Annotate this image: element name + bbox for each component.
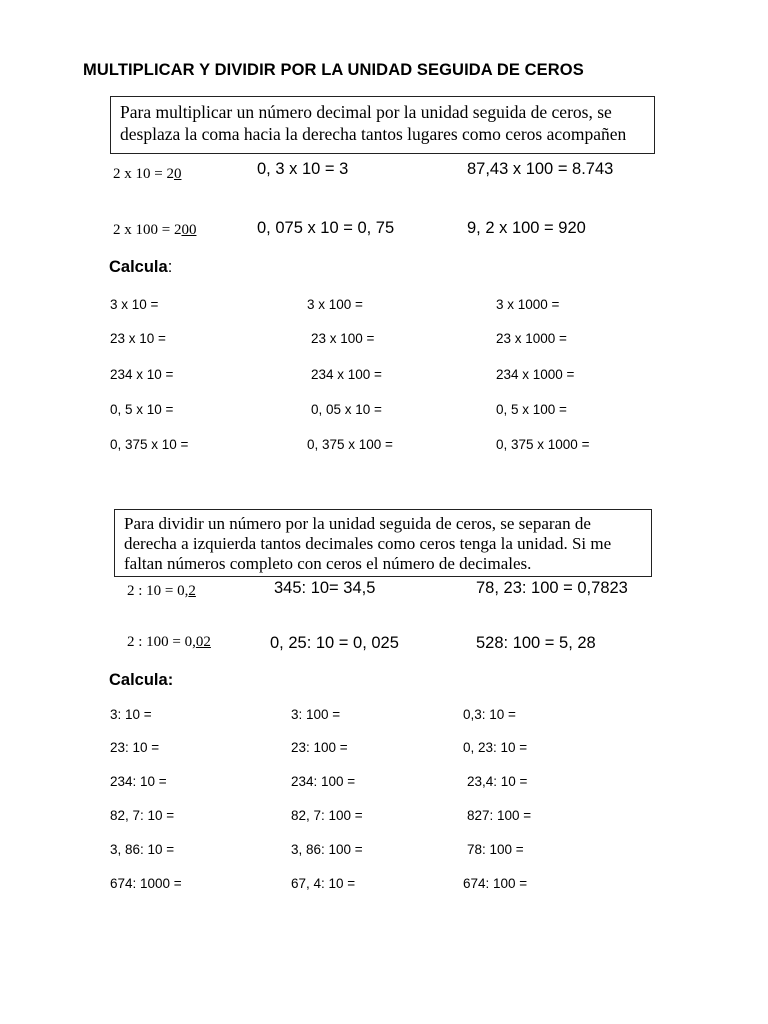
- exercise-item: 674: 1000 =: [110, 876, 182, 891]
- exercise-item: 0, 05 x 10 =: [311, 402, 382, 417]
- exercise-item: 0, 5 x 100 =: [496, 402, 567, 417]
- exercise-item: 0, 375 x 1000 =: [496, 437, 590, 452]
- exercise-item: 0, 5 x 10 =: [110, 402, 174, 417]
- divide-example: 0, 25: 10 = 0, 025: [270, 634, 399, 652]
- exercise-item: 23: 100 =: [291, 740, 348, 755]
- multiply-example: 0, 075 x 10 = 0, 75: [257, 219, 395, 237]
- divide-rule-box: [114, 509, 652, 577]
- exercise-item: 0, 23: 10 =: [463, 740, 528, 755]
- divide-example: 78, 23: 100 = 0,7823: [476, 579, 628, 597]
- exercise-item: 3: 100 =: [291, 707, 341, 722]
- calcula-heading: [109, 258, 172, 277]
- multiply-example: 0, 3 x 10 = 3: [257, 160, 349, 178]
- exercise-item: 0, 375 x 10 =: [110, 437, 189, 452]
- example-text: 2 : 10 = 0,: [127, 583, 189, 599]
- multiply-rule-box: [110, 96, 655, 154]
- exercise-item: 234 x 1000 =: [496, 367, 575, 382]
- divide-example: 528: 100 = 5, 28: [476, 634, 596, 652]
- multiply-example: [113, 166, 181, 183]
- multiply-rule-line: Para multiplicar un número decimal por la unidad seguida de ceros, se: [120, 102, 612, 122]
- divide-example: 345: 10= 34,5: [274, 579, 376, 597]
- example-text: 2 x 10 = 2: [113, 166, 174, 182]
- exercise-item: 0, 375 x 100 =: [307, 437, 393, 452]
- calcula-heading-text: Calcula: [109, 258, 168, 276]
- example-underlined-digits: 0: [173, 166, 182, 182]
- exercise-item: 234 x 10 =: [110, 367, 174, 382]
- example-underlined-digits: 2: [188, 583, 196, 599]
- exercise-item: 23 x 100 =: [311, 331, 375, 346]
- divide-example: [127, 634, 211, 651]
- multiply-example: 87,43 x 100 = 8.743: [467, 160, 614, 178]
- example-text: 2 : 100 = 0,: [127, 634, 196, 650]
- exercise-item: 23 x 1000 =: [496, 331, 567, 346]
- exercise-item: 234 x 100 =: [311, 367, 382, 382]
- multiply-rule-line: desplaza la coma hacia la derecha tantos lugares como ceros acompañen: [120, 124, 627, 144]
- exercise-item: 3 x 100 =: [307, 297, 363, 312]
- multiply-example: 9, 2 x 100 = 920: [467, 219, 586, 237]
- calcula-heading-colon: :: [167, 258, 173, 276]
- exercise-item: 23 x 10 =: [110, 331, 166, 346]
- exercise-item: 827: 100 =: [467, 808, 532, 823]
- exercise-item: 78: 100 =: [467, 842, 524, 857]
- exercise-item: 234: 10 =: [110, 774, 167, 789]
- exercise-item: 3: 10 =: [110, 707, 152, 722]
- exercise-item: 82, 7: 10 =: [110, 808, 175, 823]
- exercise-item: 3, 86: 10 =: [110, 842, 175, 857]
- exercise-item: 23,4: 10 =: [467, 774, 528, 789]
- divide-rule-line: faltan números completo con ceros el número de decimales.: [124, 554, 532, 573]
- calcula-heading: Calcula:: [109, 671, 174, 689]
- divide-rule-line: derecha a izquierda tantos decimales como ceros tenga la unidad. Si me: [124, 534, 612, 553]
- example-text: 2 x 100 = 2: [113, 222, 182, 238]
- exercise-item: 0,3: 10 =: [463, 707, 516, 722]
- divide-example: [127, 583, 196, 600]
- multiply-example: [113, 222, 196, 239]
- exercise-item: 3 x 1000 =: [496, 297, 560, 312]
- exercise-item: 82, 7: 100 =: [291, 808, 363, 823]
- exercise-item: 3 x 10 =: [110, 297, 159, 312]
- exercise-item: 23: 10 =: [110, 740, 160, 755]
- exercise-item: 67, 4: 10 =: [291, 876, 356, 891]
- page-title: MULTIPLICAR Y DIVIDIR POR LA UNIDAD SEGUIDA DE CEROS: [83, 61, 584, 79]
- example-underlined-digits: 02: [195, 634, 211, 650]
- exercise-item: 674: 100 =: [463, 876, 528, 891]
- exercise-item: 234: 100 =: [291, 774, 356, 789]
- exercise-item: 3, 86: 100 =: [291, 842, 363, 857]
- divide-rule-line: Para dividir un número por la unidad seguida de ceros, se separan de: [124, 514, 591, 533]
- example-underlined-digits: 00: [181, 222, 197, 238]
